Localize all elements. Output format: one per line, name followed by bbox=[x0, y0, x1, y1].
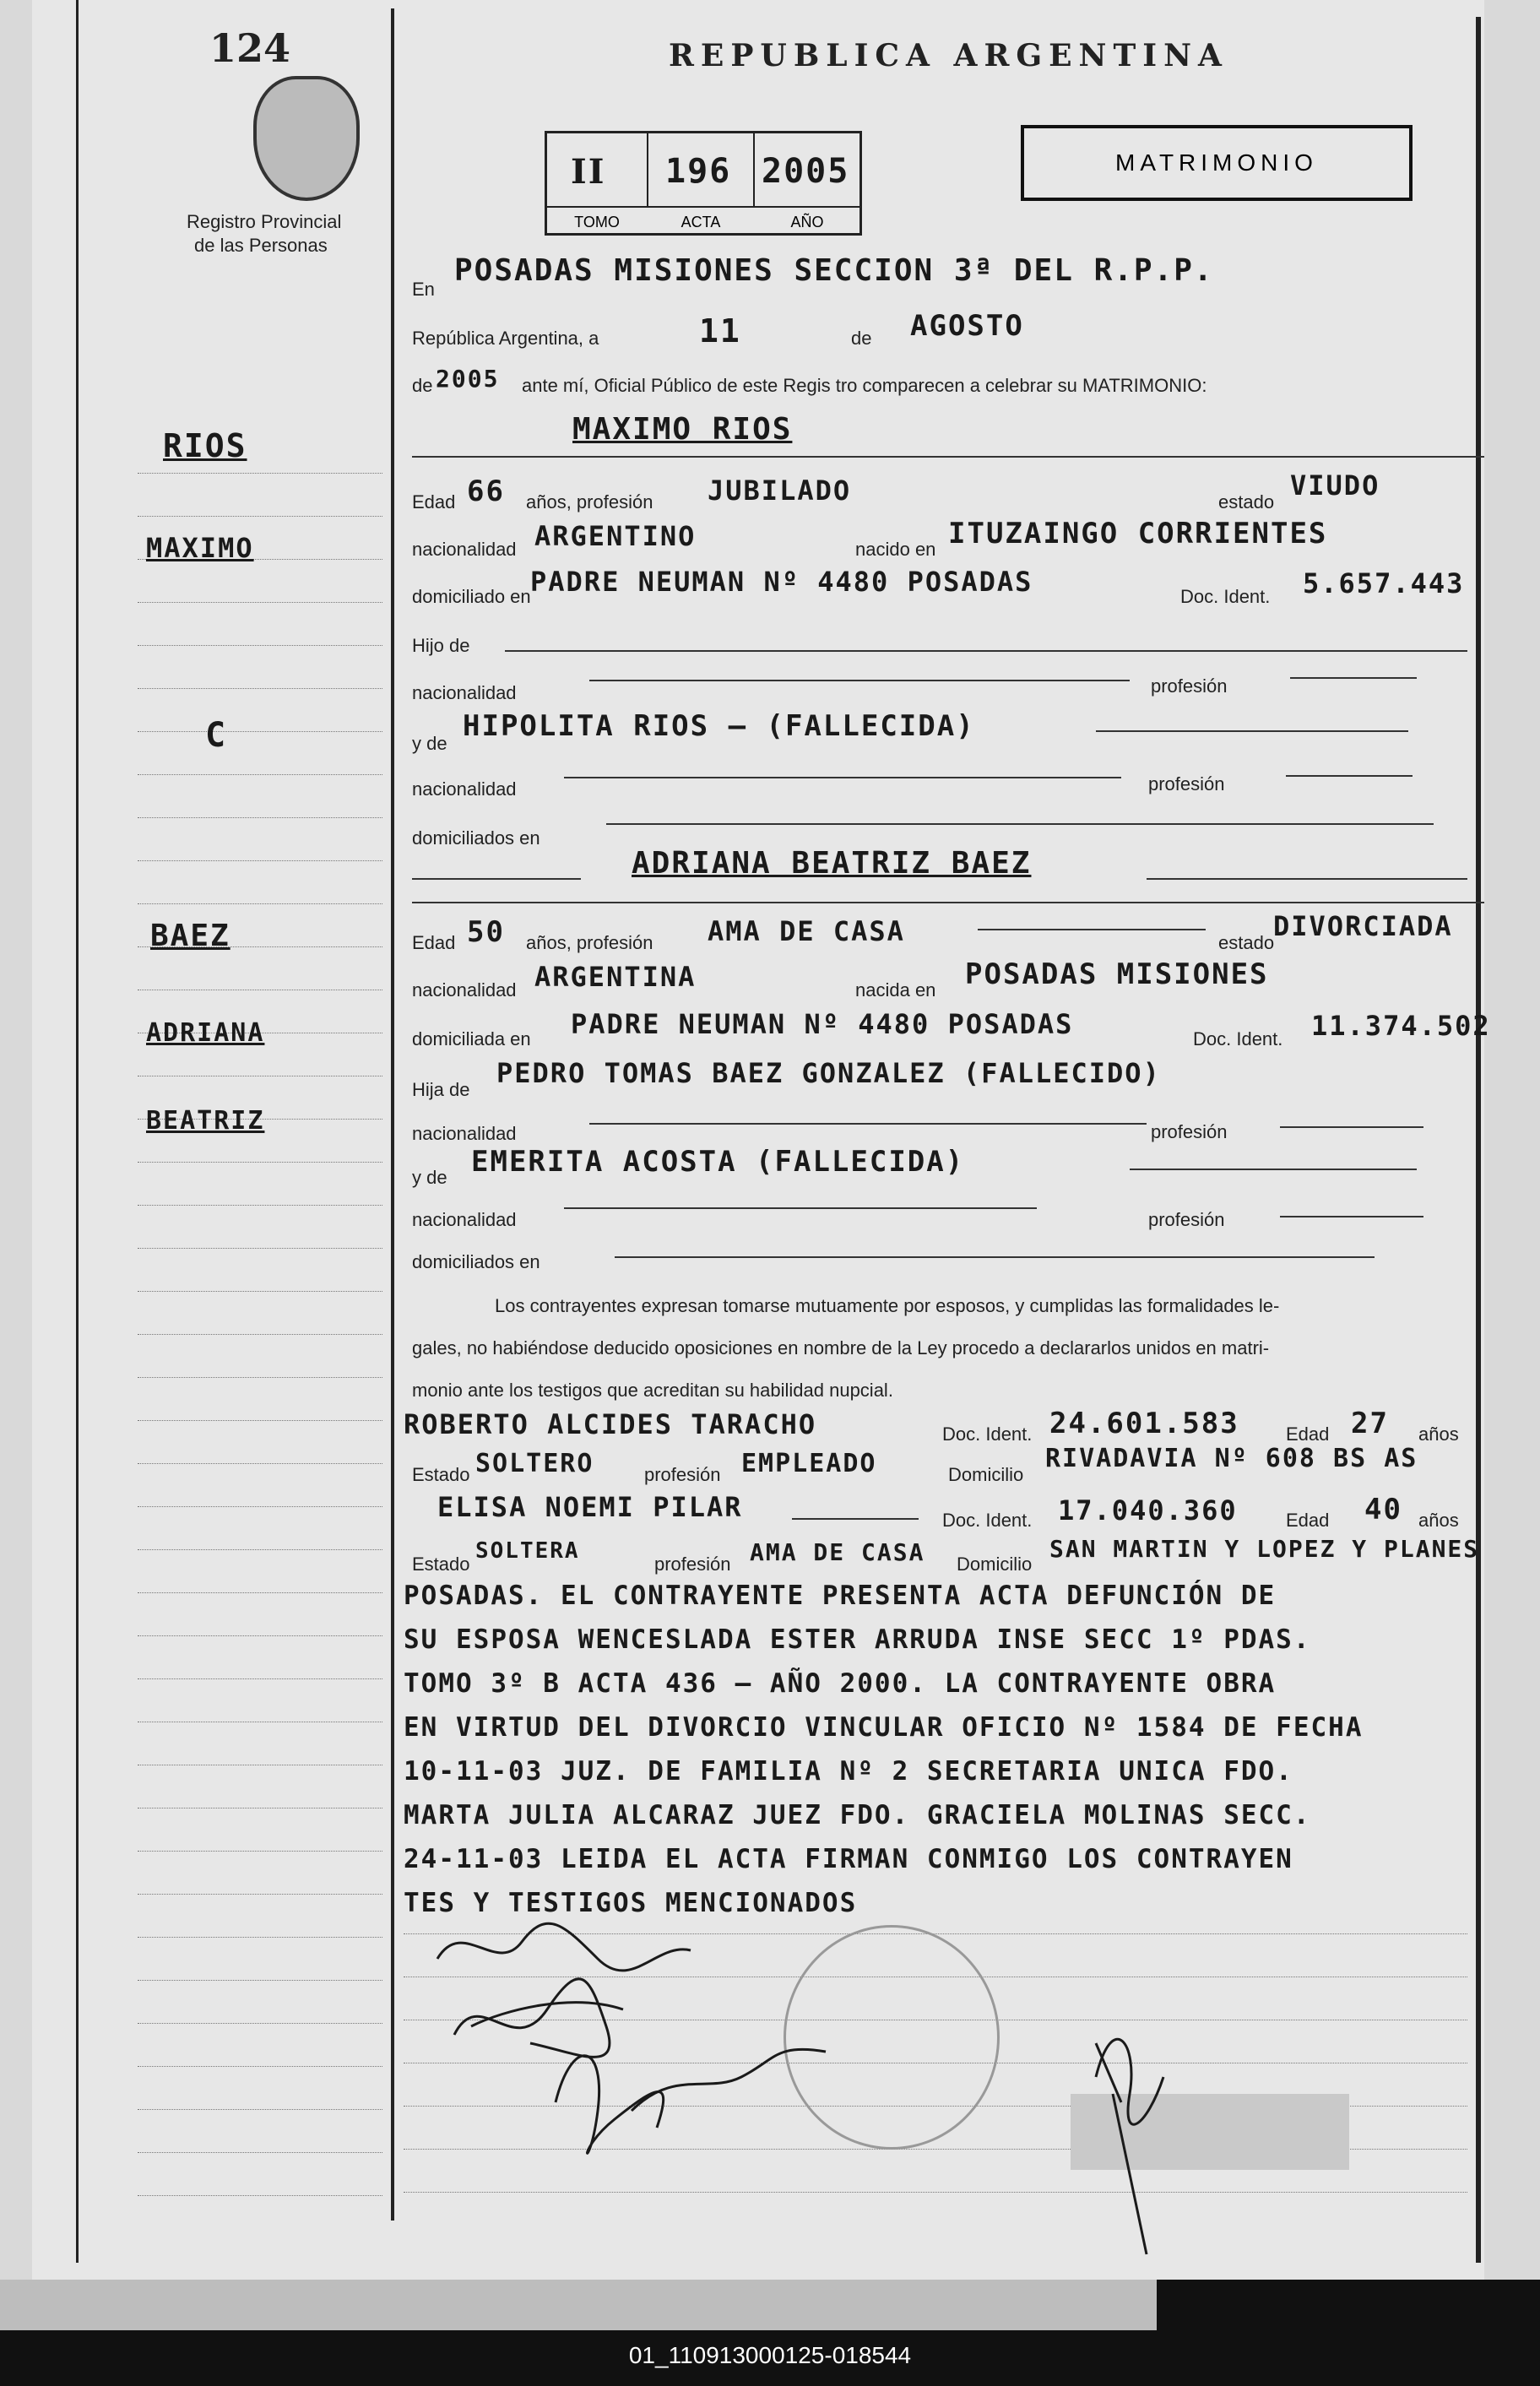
left-margin-rule bbox=[76, 0, 79, 2263]
bride-padre: PEDRO TOMAS BAEZ GONZALEZ (FALLECIDO) bbox=[496, 1057, 1161, 1089]
ruled-line bbox=[138, 731, 382, 732]
bride-dom-label: domiciliada en bbox=[412, 1028, 531, 1049]
note-line-4: EN VIRTUD DEL DIVORCIO VINCULAR OFICIO Nº 1584 DE FECHA bbox=[404, 1712, 1364, 1743]
intro-place: POSADAS MISIONES SECCION 3ª DEL R.P.P. bbox=[454, 253, 1214, 288]
bride-prof3-label: profesión bbox=[1148, 1209, 1225, 1230]
groom-doms-label: domiciliados en bbox=[412, 827, 540, 849]
witness2-profesion: AMA DE CASA bbox=[750, 1538, 925, 1566]
groom-prof2-label: profesión bbox=[1151, 675, 1228, 697]
de2-label: de bbox=[412, 375, 433, 396]
groom-nac3-label: nacionalidad bbox=[412, 778, 517, 800]
bride-nacida-label: nacida en bbox=[855, 979, 936, 1000]
signatures bbox=[404, 1908, 1467, 2263]
ruled-line bbox=[138, 1377, 382, 1378]
ruled-line bbox=[138, 1248, 382, 1249]
groom-prof3-label: profesión bbox=[1148, 773, 1225, 794]
tomo-box: II TOMO bbox=[547, 133, 648, 206]
groom-edad-label: Edad bbox=[412, 491, 456, 512]
witness2-edad-label: Edad bbox=[1286, 1510, 1330, 1531]
intro-month: AGOSTO bbox=[910, 309, 1024, 343]
en-label: En bbox=[412, 279, 435, 300]
bride-estado-label: estado bbox=[1218, 932, 1275, 953]
bride-nac2-label: nacionalidad bbox=[412, 1123, 517, 1144]
groom-doc-label: Doc. Ident. bbox=[1180, 586, 1271, 607]
bride-profesion: AMA DE CASA bbox=[708, 915, 905, 947]
bride-name: ADRIANA BEATRIZ BAEZ bbox=[632, 846, 1032, 881]
ruled-line bbox=[138, 2066, 382, 2067]
witness2-edad: 40 bbox=[1364, 1493, 1402, 1526]
ruled-line bbox=[138, 1334, 382, 1335]
witness2-estado-label: Estado bbox=[412, 1554, 470, 1575]
witness1-doc-label: Doc. Ident. bbox=[942, 1423, 1033, 1445]
ruled-line bbox=[138, 1635, 382, 1636]
bride-madre: EMERITA ACOSTA (FALLECIDA) bbox=[471, 1145, 965, 1179]
witness1-anos-label: años bbox=[1418, 1423, 1459, 1445]
ruled-line bbox=[138, 2109, 382, 2110]
groom-estado: VIUDO bbox=[1290, 469, 1380, 502]
margin-conjunction: C bbox=[205, 716, 228, 755]
witness1-estado: SOLTERO bbox=[475, 1449, 594, 1478]
tomo-acta-ano-boxes bbox=[545, 131, 862, 236]
republica-label: República Argentina, a bbox=[412, 328, 599, 349]
witness2-domi-label: Domicilio bbox=[957, 1554, 1033, 1575]
scan-paper-edge bbox=[0, 2280, 1157, 2330]
right-margin-rule bbox=[1476, 17, 1481, 2263]
bride-estado: DIVORCIADA bbox=[1273, 910, 1453, 942]
bride-edad: 50 bbox=[467, 915, 505, 949]
witness1-domicilio: RIVADAVIA Nº 608 BS AS bbox=[1045, 1444, 1418, 1473]
witness2-estado: SOLTERA bbox=[475, 1538, 580, 1564]
groom-profesion: JUBILADO bbox=[708, 474, 852, 507]
groom-edad: 66 bbox=[467, 474, 505, 508]
margin-groom-surname: RIOS bbox=[163, 427, 247, 464]
witness2-doc: 17.040.360 bbox=[1058, 1494, 1238, 1526]
bride-nacionalidad: ARGENTINA bbox=[534, 961, 697, 993]
groom-hijo-label: Hijo de bbox=[412, 635, 470, 656]
margin-bride-name1: ADRIANA bbox=[146, 1018, 265, 1048]
bride-doms-label: domiciliados en bbox=[412, 1251, 540, 1272]
groom-anos-label: años, profesión bbox=[526, 491, 653, 512]
registry-line-1: Registro Provincial bbox=[187, 211, 342, 232]
bride-doc-label: Doc. Ident. bbox=[1193, 1028, 1283, 1049]
bride-anos-label: años, profesión bbox=[526, 932, 653, 953]
intro-year: 2005 bbox=[436, 365, 500, 393]
witness1-doc: 24.601.583 bbox=[1049, 1407, 1239, 1440]
registry-line-2: de las Personas bbox=[194, 235, 328, 256]
ruled-line bbox=[138, 1549, 382, 1550]
note-line-3: TOMO 3º B ACTA 436 — AÑO 2000. LA CONTRAYENTE OBRA bbox=[404, 1668, 1277, 1699]
margin-bride-surname: BAEZ bbox=[150, 919, 230, 953]
bride-domicilio: PADRE NEUMAN Nº 4480 POSADAS bbox=[571, 1008, 1074, 1040]
ruled-line bbox=[138, 1678, 382, 1679]
page-number: 124 bbox=[209, 25, 291, 71]
ruled-line bbox=[138, 2195, 382, 2196]
groom-yde-label: y de bbox=[412, 733, 447, 754]
groom-estado-label: estado bbox=[1218, 491, 1275, 512]
bride-edad-label: Edad bbox=[412, 932, 456, 953]
bride-doc: 11.374.502 bbox=[1311, 1010, 1491, 1042]
bride-hija-label: Hija de bbox=[412, 1079, 470, 1100]
ruled-line bbox=[138, 774, 382, 775]
ruled-line bbox=[138, 1420, 382, 1421]
ruled-line bbox=[138, 1205, 382, 1206]
ruled-line bbox=[138, 688, 382, 689]
intro-formula: ante mí, Oficial Público de este Regis tro comparecen a celebrar su MATRIMONIO: bbox=[522, 375, 1207, 396]
witness2-domicilio: SAN MARTIN Y LOPEZ Y PLANES bbox=[1049, 1535, 1480, 1563]
groom-domicilio: PADRE NEUMAN Nº 4480 POSADAS bbox=[530, 566, 1033, 598]
groom-nacionalidad: ARGENTINO bbox=[534, 520, 697, 552]
ruled-line bbox=[138, 817, 382, 818]
ano-box: 2005 AÑO bbox=[762, 152, 850, 230]
groom-nacido-label: nacido en bbox=[855, 539, 936, 560]
witness1-edad-label: Edad bbox=[1286, 1423, 1330, 1445]
ruled-line bbox=[138, 516, 382, 517]
witness2-doc-label: Doc. Ident. bbox=[942, 1510, 1033, 1531]
ruled-line bbox=[138, 645, 382, 646]
note-line-2: SU ESPOSA WENCESLADA ESTER ARRUDA INSE SECC 1º PDAS. bbox=[404, 1624, 1311, 1655]
ruled-line bbox=[138, 903, 382, 904]
ruled-line bbox=[138, 602, 382, 603]
groom-nacido: ITUZAINGO CORRIENTES bbox=[948, 517, 1328, 550]
ruled-line bbox=[138, 1162, 382, 1163]
ruled-line bbox=[138, 2152, 382, 2153]
groom-nac-label: nacionalidad bbox=[412, 539, 517, 560]
witness1-profesion: EMPLEADO bbox=[741, 1449, 877, 1478]
bride-nac3-label: nacionalidad bbox=[412, 1209, 517, 1230]
witness1-edad: 27 bbox=[1351, 1407, 1389, 1440]
ruled-line bbox=[138, 860, 382, 861]
ruled-line bbox=[138, 1980, 382, 1981]
witness1-prof-label: profesión bbox=[644, 1464, 721, 1485]
ruled-line bbox=[138, 2023, 382, 2024]
bride-nac-label: nacionalidad bbox=[412, 979, 517, 1000]
declaration-line-1: Los contrayentes expresan tomarse mutuamente por esposos, y cumplidas las formalidades le- bbox=[495, 1295, 1280, 1316]
note-line-8: TES Y TESTIGOS MENCIONADOS bbox=[404, 1888, 858, 1918]
bride-yde-label: y de bbox=[412, 1167, 447, 1188]
ruled-line bbox=[138, 1851, 382, 1852]
groom-name: MAXIMO RIOS bbox=[572, 412, 793, 447]
declaration-line-2: gales, no habiéndose deducido oposiciones en nombre de la Ley procedo a declararlos unidos en matri- bbox=[412, 1337, 1270, 1358]
country-title: REPUBLICA ARGENTINA bbox=[669, 38, 1228, 73]
acta-box: 196 ACTA bbox=[648, 133, 755, 206]
provincial-seal-icon bbox=[253, 76, 360, 201]
groom-dom-label: domiciliado en bbox=[412, 586, 531, 607]
witness2-name: ELISA NOEMI PILAR bbox=[437, 1491, 743, 1523]
groom-nac2-label: nacionalidad bbox=[412, 682, 517, 703]
ruled-line bbox=[138, 1291, 382, 1292]
ruled-line bbox=[138, 473, 382, 474]
ruled-line bbox=[138, 1937, 382, 1938]
note-line-6: MARTA JULIA ALCARAZ JUEZ FDO. GRACIELA MOLINAS SECC. bbox=[404, 1800, 1311, 1830]
witness2-prof-label: profesión bbox=[654, 1554, 731, 1575]
ruled-line bbox=[138, 1894, 382, 1895]
ruled-line bbox=[138, 1592, 382, 1593]
bride-nacida: POSADAS MISIONES bbox=[965, 957, 1269, 991]
intro-day: 11 bbox=[699, 312, 741, 350]
note-line-5: 10-11-03 JUZ. DE FAMILIA Nº 2 SECRETARIA UNICA FDO. bbox=[404, 1756, 1293, 1787]
note-line-7: 24-11-03 LEIDA EL ACTA FIRMAN CONMIGO LOS CONTRAYEN bbox=[404, 1844, 1293, 1874]
footer-id: 01_110913000125-018544 bbox=[628, 2342, 912, 2368]
witness1-name: ROBERTO ALCIDES TARACHO bbox=[404, 1408, 817, 1440]
witness1-domi-label: Domicilio bbox=[948, 1464, 1024, 1485]
center-margin-rule bbox=[391, 8, 394, 2221]
register-page bbox=[32, 0, 1491, 2297]
note-line-1: POSADAS. EL CONTRAYENTE PRESENTA ACTA DEFUNCIÓN DE bbox=[404, 1581, 1277, 1611]
groom-doc: 5.657.443 bbox=[1303, 567, 1465, 599]
bride-prof2-label: profesión bbox=[1151, 1121, 1228, 1142]
act-type-box: MATRIMONIO bbox=[1021, 125, 1413, 201]
margin-groom-name: MAXIMO bbox=[146, 532, 254, 564]
declaration-line-3: monio ante los testigos que acreditan su habilidad nupcial. bbox=[412, 1380, 893, 1401]
witness2-anos-label: años bbox=[1418, 1510, 1459, 1531]
groom-madre: HIPOLITA RIOS — (FALLECIDA) bbox=[463, 709, 975, 743]
de-label: de bbox=[851, 328, 872, 349]
ruled-line bbox=[138, 1506, 382, 1507]
margin-bride-name2: BEATRIZ bbox=[146, 1106, 265, 1136]
witness1-estado-label: Estado bbox=[412, 1464, 470, 1485]
ruled-line bbox=[138, 1463, 382, 1464]
